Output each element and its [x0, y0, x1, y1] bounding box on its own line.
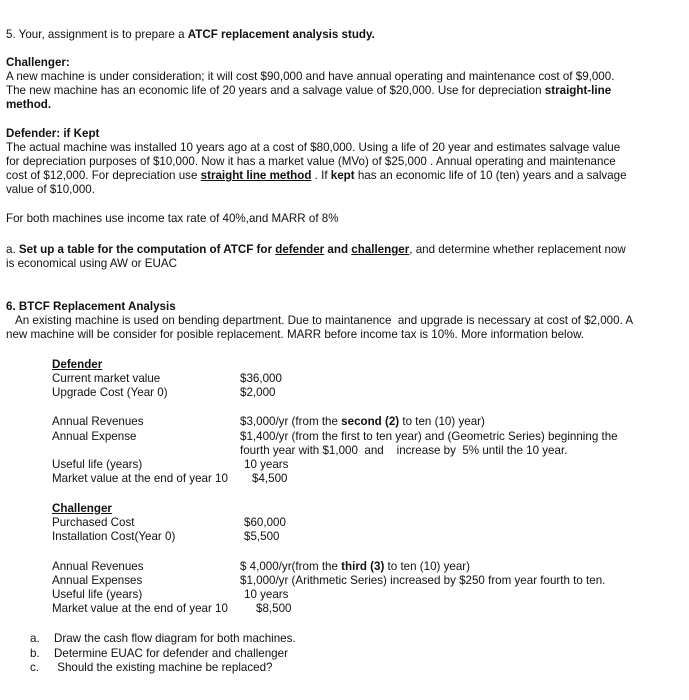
part-a-bold: Set up a table for the computation of ATCF for — [18, 243, 276, 256]
defender-line-3b: . If — [311, 169, 331, 182]
def-rev-value-a: $3,000/yr (from the — [240, 415, 342, 428]
chal-rev-value-b: to ten (10) year) — [384, 560, 471, 573]
q5-title-bold: ATCF replacement analysis study. — [187, 28, 375, 41]
question-marker: a. — [30, 632, 40, 645]
chal-rev-value-a: $ 4,000/yr(from the — [240, 560, 342, 573]
defender-line-4: value of $10,000. — [6, 183, 95, 196]
challenger-block-heading-text: Challenger — [52, 502, 112, 515]
defender-line-2: for depreciation purposes of $10,000. Now it has a market value (MVo) of $25,000 . Annual operating and maintenance — [6, 155, 616, 168]
challenger-block-heading — [52, 502, 112, 516]
chal-exp-value: $1,000/yr (Arithmetic Series) increased by $250 from year fourth to ten. — [240, 574, 606, 587]
part-a-defender: defender — [275, 243, 325, 256]
question-item — [30, 632, 296, 646]
q5-title-prefix: 5. Your, assignment is to prepare a — [6, 28, 188, 41]
part-a-and: and — [324, 243, 352, 256]
defender-block-heading — [52, 358, 102, 372]
question-text: Determine EUAC for defender and challenger — [54, 647, 288, 660]
def-exp-value-1: $1,400/yr (from the first to ten year) and (Geometric Series) beginning the — [240, 430, 618, 443]
def-rev-value — [240, 415, 485, 429]
challenger-heading — [6, 56, 70, 70]
def-market-value: $36,000 — [240, 372, 282, 385]
chal-mv-label: Market value at the end of year 10 — [52, 602, 228, 615]
def-mv-value: $4,500 — [252, 472, 288, 485]
chal-rev-value — [240, 560, 470, 574]
def-rev-label: Annual Revenues — [52, 415, 144, 428]
defender-heading — [6, 127, 99, 141]
def-upgrade-label: Upgrade Cost (Year 0) — [52, 386, 168, 399]
chal-purchase-label: Purchased Cost — [52, 516, 135, 529]
def-life-label: Useful life (years) — [52, 458, 143, 471]
def-rev-value-bold: second (2) — [341, 415, 400, 428]
challenger-line-2-text: The new machine has an economic life of 20 years and a salvage value of $20,000. Use for depreciation — [6, 84, 545, 97]
q6-intro-1: An existing machine is used on bending department. Due to maintanence and upgrade is necessary at cost of $2,000. A — [6, 314, 634, 327]
question-marker: c. — [30, 661, 40, 674]
part-a-rest: , and determine whether replacement now — [409, 243, 626, 256]
question-text: Draw the cash flow diagram for both machines. — [54, 632, 296, 645]
chal-rev-value-bold: third (3) — [341, 560, 385, 573]
chal-life-label: Useful life (years) — [52, 588, 143, 601]
question-text: Should the existing machine be replaced? — [54, 661, 273, 674]
challenger-line-3-bold: method. — [6, 98, 52, 111]
chal-exp-label: Annual Expenses — [52, 574, 143, 587]
chal-life-value: 10 years — [244, 588, 289, 601]
defender-heading-text: Defender: if Kept — [6, 127, 100, 140]
q6-title-text: 6. BTCF Replacement Analysis — [6, 300, 176, 313]
challenger-heading-text: Challenger: — [6, 56, 70, 69]
def-life-value: 10 years — [244, 458, 289, 471]
part-a-prefix: a. — [6, 243, 19, 256]
question-item — [30, 661, 273, 675]
def-rev-value-b: to ten (10) year) — [399, 415, 485, 428]
defender-kept-bold: kept — [330, 169, 355, 182]
question-item — [30, 647, 288, 661]
def-exp-label: Annual Expense — [52, 430, 137, 443]
question-marker: b. — [30, 647, 40, 660]
challenger-line-2 — [6, 84, 611, 98]
part-a-challenger: challenger — [351, 243, 410, 256]
chal-mv-value: $8,500 — [256, 602, 292, 615]
challenger-line-2-bold: straight-line — [544, 84, 612, 97]
def-market-label: Current market value — [52, 372, 161, 385]
challenger-line-3 — [6, 98, 51, 112]
def-exp-value-2: fourth year with $1,000 and increase by 5% until the 10 year. — [240, 444, 568, 457]
defender-line-3c: has an economic life of 10 (ten) years and a salvage — [354, 169, 627, 182]
part-a-line-2: is economical using AW or EUAC — [6, 257, 177, 270]
defender-block-heading-text: Defender — [52, 358, 103, 371]
chal-purchase-value: $60,000 — [244, 516, 286, 529]
challenger-line-1: A new machine is under consideration; it will cost $90,000 and have annual operating and maintenance cost of $9,000. — [6, 70, 615, 83]
def-mv-label: Market value at the end of year 10 — [52, 472, 228, 485]
chal-rev-label: Annual Revenues — [52, 560, 144, 573]
part-a-line-1 — [6, 243, 626, 257]
defender-line-3a: cost of $12,000. For depreciation use — [6, 169, 201, 182]
defender-line-1: The actual machine was installed 10 years ago at a cost of $80,000. Using a life of 20 year and estimates salvage value — [6, 141, 621, 154]
q5-title — [6, 28, 375, 42]
defender-line-3 — [6, 169, 627, 183]
straight-line-method-emphasis: straight line method — [200, 169, 312, 182]
chal-install-value: $5,500 — [244, 530, 280, 543]
q6-title — [6, 300, 176, 314]
q6-intro-2: new machine will be consider for posible replacement. MARR before income tax is 10%. More information below. — [6, 328, 585, 341]
chal-install-label: Installation Cost(Year 0) — [52, 530, 176, 543]
tax-line: For both machines use income tax rate of 40%,and MARR of 8% — [6, 212, 339, 225]
def-upgrade-value: $2,000 — [240, 386, 276, 399]
